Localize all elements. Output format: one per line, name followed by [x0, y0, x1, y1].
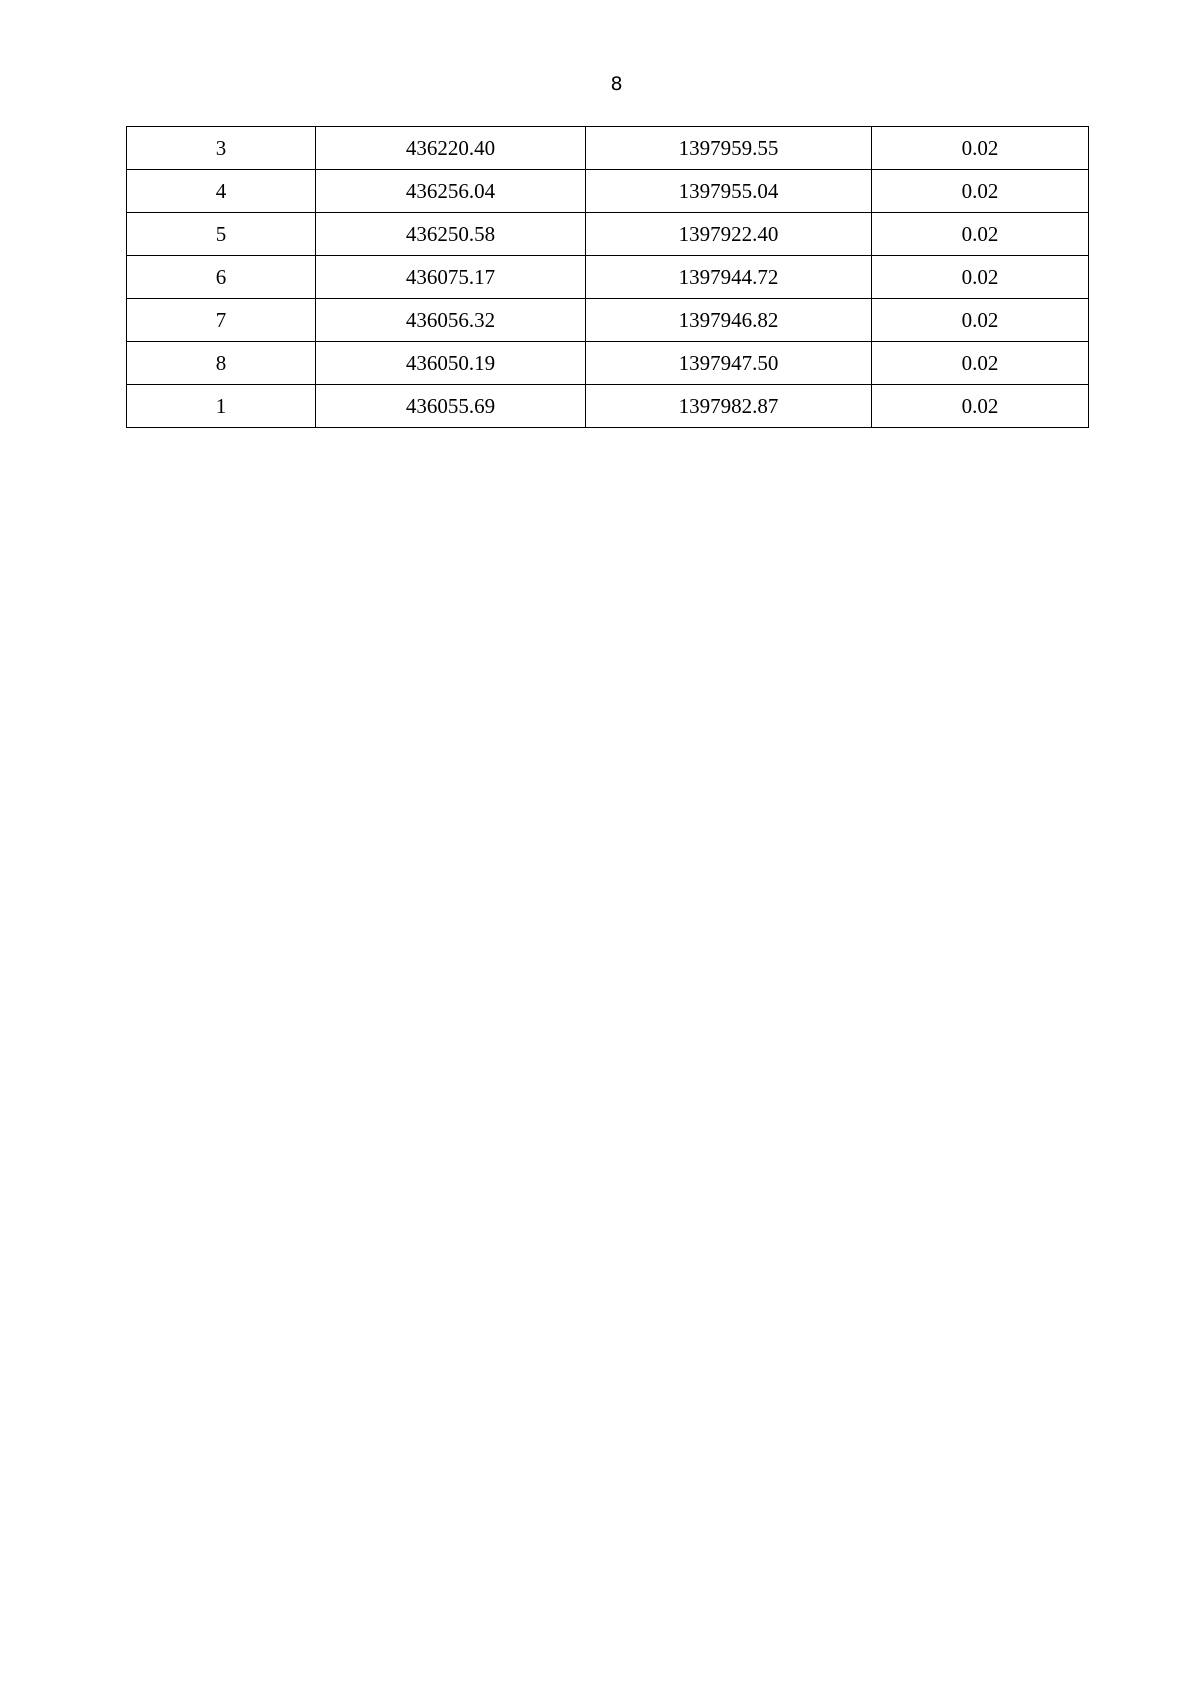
table-row: [127, 342, 1089, 385]
error-cell: 0.02: [872, 256, 1089, 299]
error-cell: 0.02: [872, 342, 1089, 385]
y-coordinate-cell: 1397982.87: [586, 385, 872, 428]
point-number-cell: 3: [127, 127, 316, 170]
error-cell: 0.02: [872, 127, 1089, 170]
x-coordinate-cell: 436256.04: [316, 170, 586, 213]
point-number-cell: 4: [127, 170, 316, 213]
y-coordinate-cell: 1397944.72: [586, 256, 872, 299]
point-number-cell: 7: [127, 299, 316, 342]
y-coordinate-cell: 1397955.04: [586, 170, 872, 213]
coordinates-table: [126, 126, 1089, 428]
error-cell: 0.02: [872, 299, 1089, 342]
y-coordinate-cell: 1397946.82: [586, 299, 872, 342]
x-coordinate-cell: 436050.19: [316, 342, 586, 385]
x-coordinate-cell: 436220.40: [316, 127, 586, 170]
x-coordinate-cell: 436075.17: [316, 256, 586, 299]
table-row: [127, 256, 1089, 299]
error-cell: 0.02: [872, 213, 1089, 256]
x-coordinate-cell: 436055.69: [316, 385, 586, 428]
table-row: [127, 385, 1089, 428]
x-coordinate-cell: 436250.58: [316, 213, 586, 256]
error-cell: 0.02: [872, 170, 1089, 213]
table-row: [127, 299, 1089, 342]
point-number-cell: 8: [127, 342, 316, 385]
y-coordinate-cell: 1397922.40: [586, 213, 872, 256]
page-number: 8: [610, 73, 623, 95]
table-row: [127, 170, 1089, 213]
table-row: [127, 127, 1089, 170]
error-cell: 0.02: [872, 385, 1089, 428]
y-coordinate-cell: 1397947.50: [586, 342, 872, 385]
x-coordinate-cell: 436056.32: [316, 299, 586, 342]
table-row: [127, 213, 1089, 256]
point-number-cell: 6: [127, 256, 316, 299]
point-number-cell: 1: [127, 385, 316, 428]
y-coordinate-cell: 1397959.55: [586, 127, 872, 170]
point-number-cell: 5: [127, 213, 316, 256]
